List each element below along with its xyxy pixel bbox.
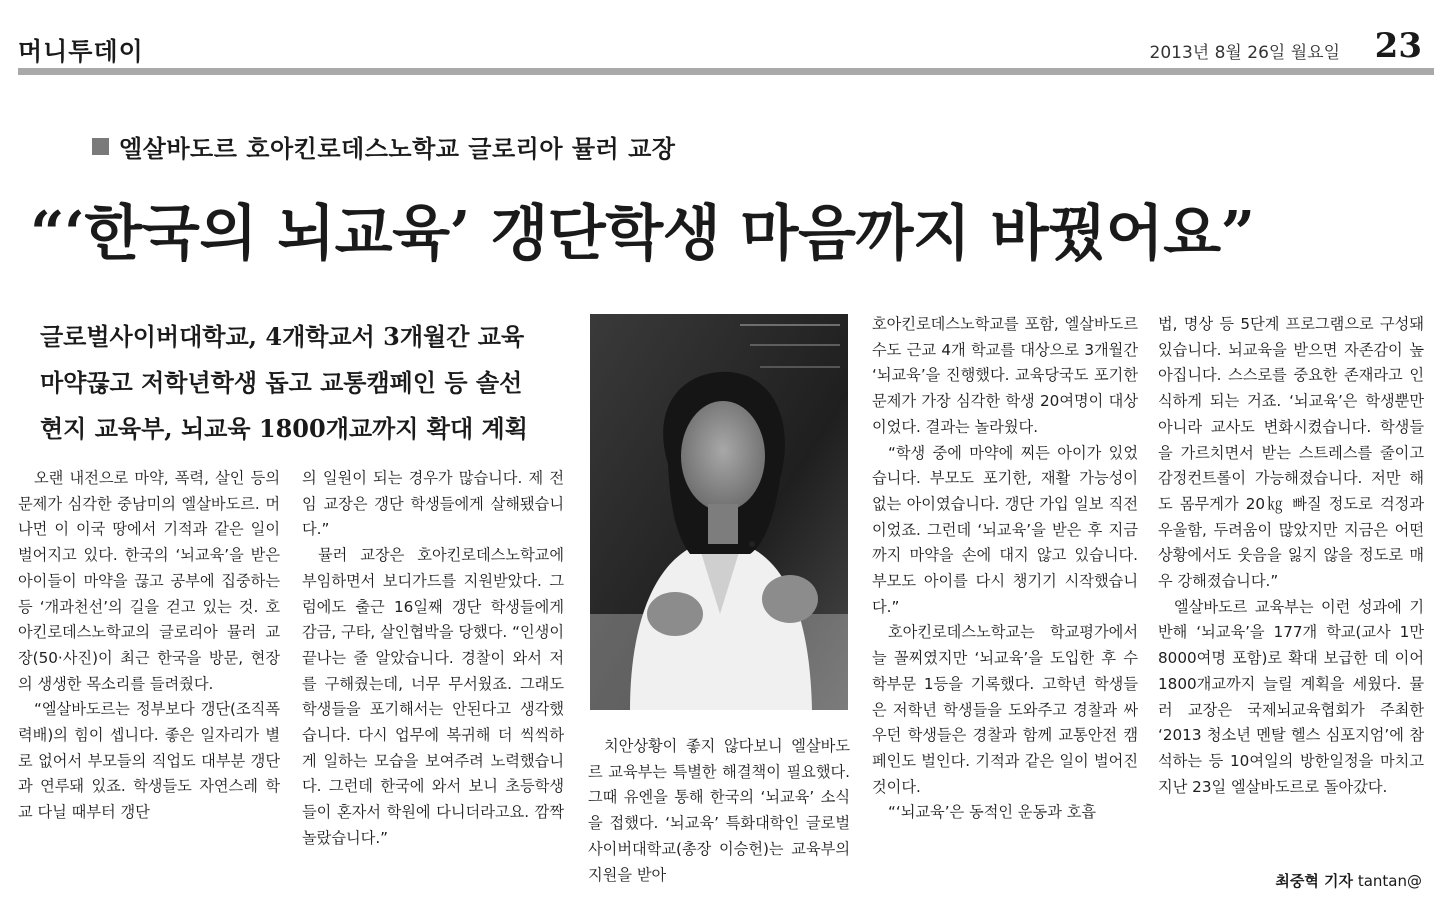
byline xyxy=(1275,870,1422,891)
portrait-photo-image xyxy=(590,314,848,710)
article-headline: “‘한국의 뇌교육’ 갱단학생 마음까지 바꿨어요” xyxy=(30,199,1255,269)
paragraph: “학생 중에 마약에 찌든 아이가 있었습니다. 부모도 포기한, 재활 가능성이 없는 아이였습니다. 갱단 가입 일보 직전이었죠. 그런데 ‘뇌교육’을 받은 후 지금까지 마약을 손에 대지 않고 있습니다. 부모도 아이를 다시 챙기기 시작했습니다.” xyxy=(872,443,1138,616)
publication-date: 2013년 8월 26일 월요일 xyxy=(1149,43,1340,63)
page-number: 23 xyxy=(1374,26,1422,66)
paragraph: 호아킨로데스노학교를 포함, 엘살바도르 수도 근교 4개 학교를 대상으로 3개월간 ‘뇌교육’을 진행했다. 교육당국도 포기한 문제가 가장 심각한 학생 20여명이 대상이었다. 결과는 놀라웠다. xyxy=(872,315,1138,436)
article-column-2 xyxy=(302,466,564,852)
paragraph: “엘살바도르는 정부보다 갱단(조직폭력배)의 힘이 셉니다. 좋은 일자리가 별로 없어서 부모들의 직업도 대부분 갱단과 연루돼 있죠. 학생들도 자연스레 학교 다닐 때부터 갱단 xyxy=(18,700,280,822)
reporter-email: tantan@ xyxy=(1357,872,1422,890)
paragraph: 뮬러 교장은 호아킨로데스노학교에 부임하면서 보디가드를 지원받았다. 그럼에도 출근 16일째 갱단 학생들에게 감금, 구타, 살인협박을 당했다. “인생이 끝나는 줄 알았습니다. 경찰이 와서 저를 구해줬는데, 너무 무서웠죠. 그래도 학생들을 포기해서는 안된다고 생각했습니다. 다시 업무에 복귀해 더 씩씩하게 일하는 모습을 보여주려 노력했습니다. 그런데 한국에 와서 보니 초등학생들이 혼자서 학원에 다니더라고요. 깜짝 놀랐습니다.” xyxy=(302,546,564,847)
deck-line: 현지 교육부, 뇌교육 1800개교까지 확대 계획 xyxy=(40,414,528,443)
paragraph: 엘살바도르 교육부는 이런 성과에 기반해 ‘뇌교육’을 177개 학교(교사 1만8000여명 포함)로 확대 보급한 데 이어 1800개교까지 늘릴 계획을 세웠다. 뮬러 교장은 국제뇌교육협회가 주최한 ‘2013 청소년 멘탈 헬스 심포지엄’에 참석하는 등 10여일의 방한일정을 마치고 지난 23일 엘살바도르로 돌아갔다. xyxy=(1158,597,1424,796)
article-column-3 xyxy=(588,734,850,888)
masthead-rule xyxy=(18,68,1434,75)
paragraph: “‘뇌교육’은 동적인 운동과 호흡 xyxy=(888,803,1097,822)
masthead xyxy=(18,14,1432,74)
square-bullet-icon xyxy=(92,138,109,155)
reporter-name: 최중혁 기자 xyxy=(1275,872,1354,890)
article-column-5 xyxy=(1158,312,1424,800)
deck-line: 글로벌사이버대학교, 4개학교서 3개월간 교육 xyxy=(40,322,525,351)
paragraph: 호아킨로데스노학교는 학교평가에서 늘 꼴찌였지만 ‘뇌교육’을 도입한 후 수학부문 1등을 기록했다. 고학년 학생들은 저학년 학생들을 도와주고 경찰과 싸우던 학생들은 경찰과 함께 교통안전 캠페인도 벌인다. 기적과 같은 일이 벌어진 것이다. xyxy=(872,623,1138,796)
paragraph: 법, 명상 등 5단계 프로그램으로 구성돼 있습니다. 뇌교육을 받으면 자존감이 높아집니다. 스스로를 중요한 존재라고 인식하게 되는 거죠. ‘뇌교육’은 학생뿐만 아니라 교사도 변화시켰습니다. 학생들을 가르치면서 받는 스트레스를 줄이고 감정컨트롤이 가능해졌습니다. 저만 해도 몸무게가 20㎏ 빠질 정도로 걱정과 우울함, 두려움이 많았지만 지금은 어떤 상황에서도 웃음을 잃지 않을 정도로 매우 강해졌습니다.” xyxy=(1158,315,1424,591)
newspaper-name: 머니투데이 xyxy=(18,37,144,66)
article-column-4 xyxy=(872,312,1138,826)
article-photo xyxy=(590,314,848,710)
article-column-1 xyxy=(18,466,280,826)
article-subhead: 엘살바도르 호아킨로데스노학교 글로리아 뮬러 교장 xyxy=(119,134,676,163)
deck-line: 마약끊고 저학년학생 돕고 교통캠페인 등 솔선 xyxy=(40,368,523,397)
deck-block xyxy=(40,314,560,452)
paragraph: 오랜 내전으로 마약, 폭력, 살인 등의 문제가 심각한 중남미의 엘살바도르. 머나먼 이 이국 땅에서 기적과 같은 일이 벌어지고 있다. 한국의 ‘뇌교육’을 받은 아이들이 마약을 끊고 공부에 집중하는 등 ‘개과천선’의 길을 걷고 있는 것. 호아킨로데스노학교의 글로리아 뮬러 교장(50·사진)이 최근 한국을 방문, 현장의 생생한 목소리를 들려줬다. xyxy=(18,469,280,693)
subhead-line xyxy=(92,128,675,164)
paragraph: 치안상황이 좋지 않다보니 엘살바도르 교육부는 특별한 해결책이 필요했다. 그때 유엔을 통해 한국의 ‘뇌교육’ 소식을 접했다. ‘뇌교육’ 특화대학인 글로벌사이버대학교(총장 이승헌)는 교육부의 지원을 받아 xyxy=(588,737,850,884)
paragraph: 의 일원이 되는 경우가 많습니다. 제 전임 교장은 갱단 학생들에게 살해됐습니다.” xyxy=(302,469,564,539)
